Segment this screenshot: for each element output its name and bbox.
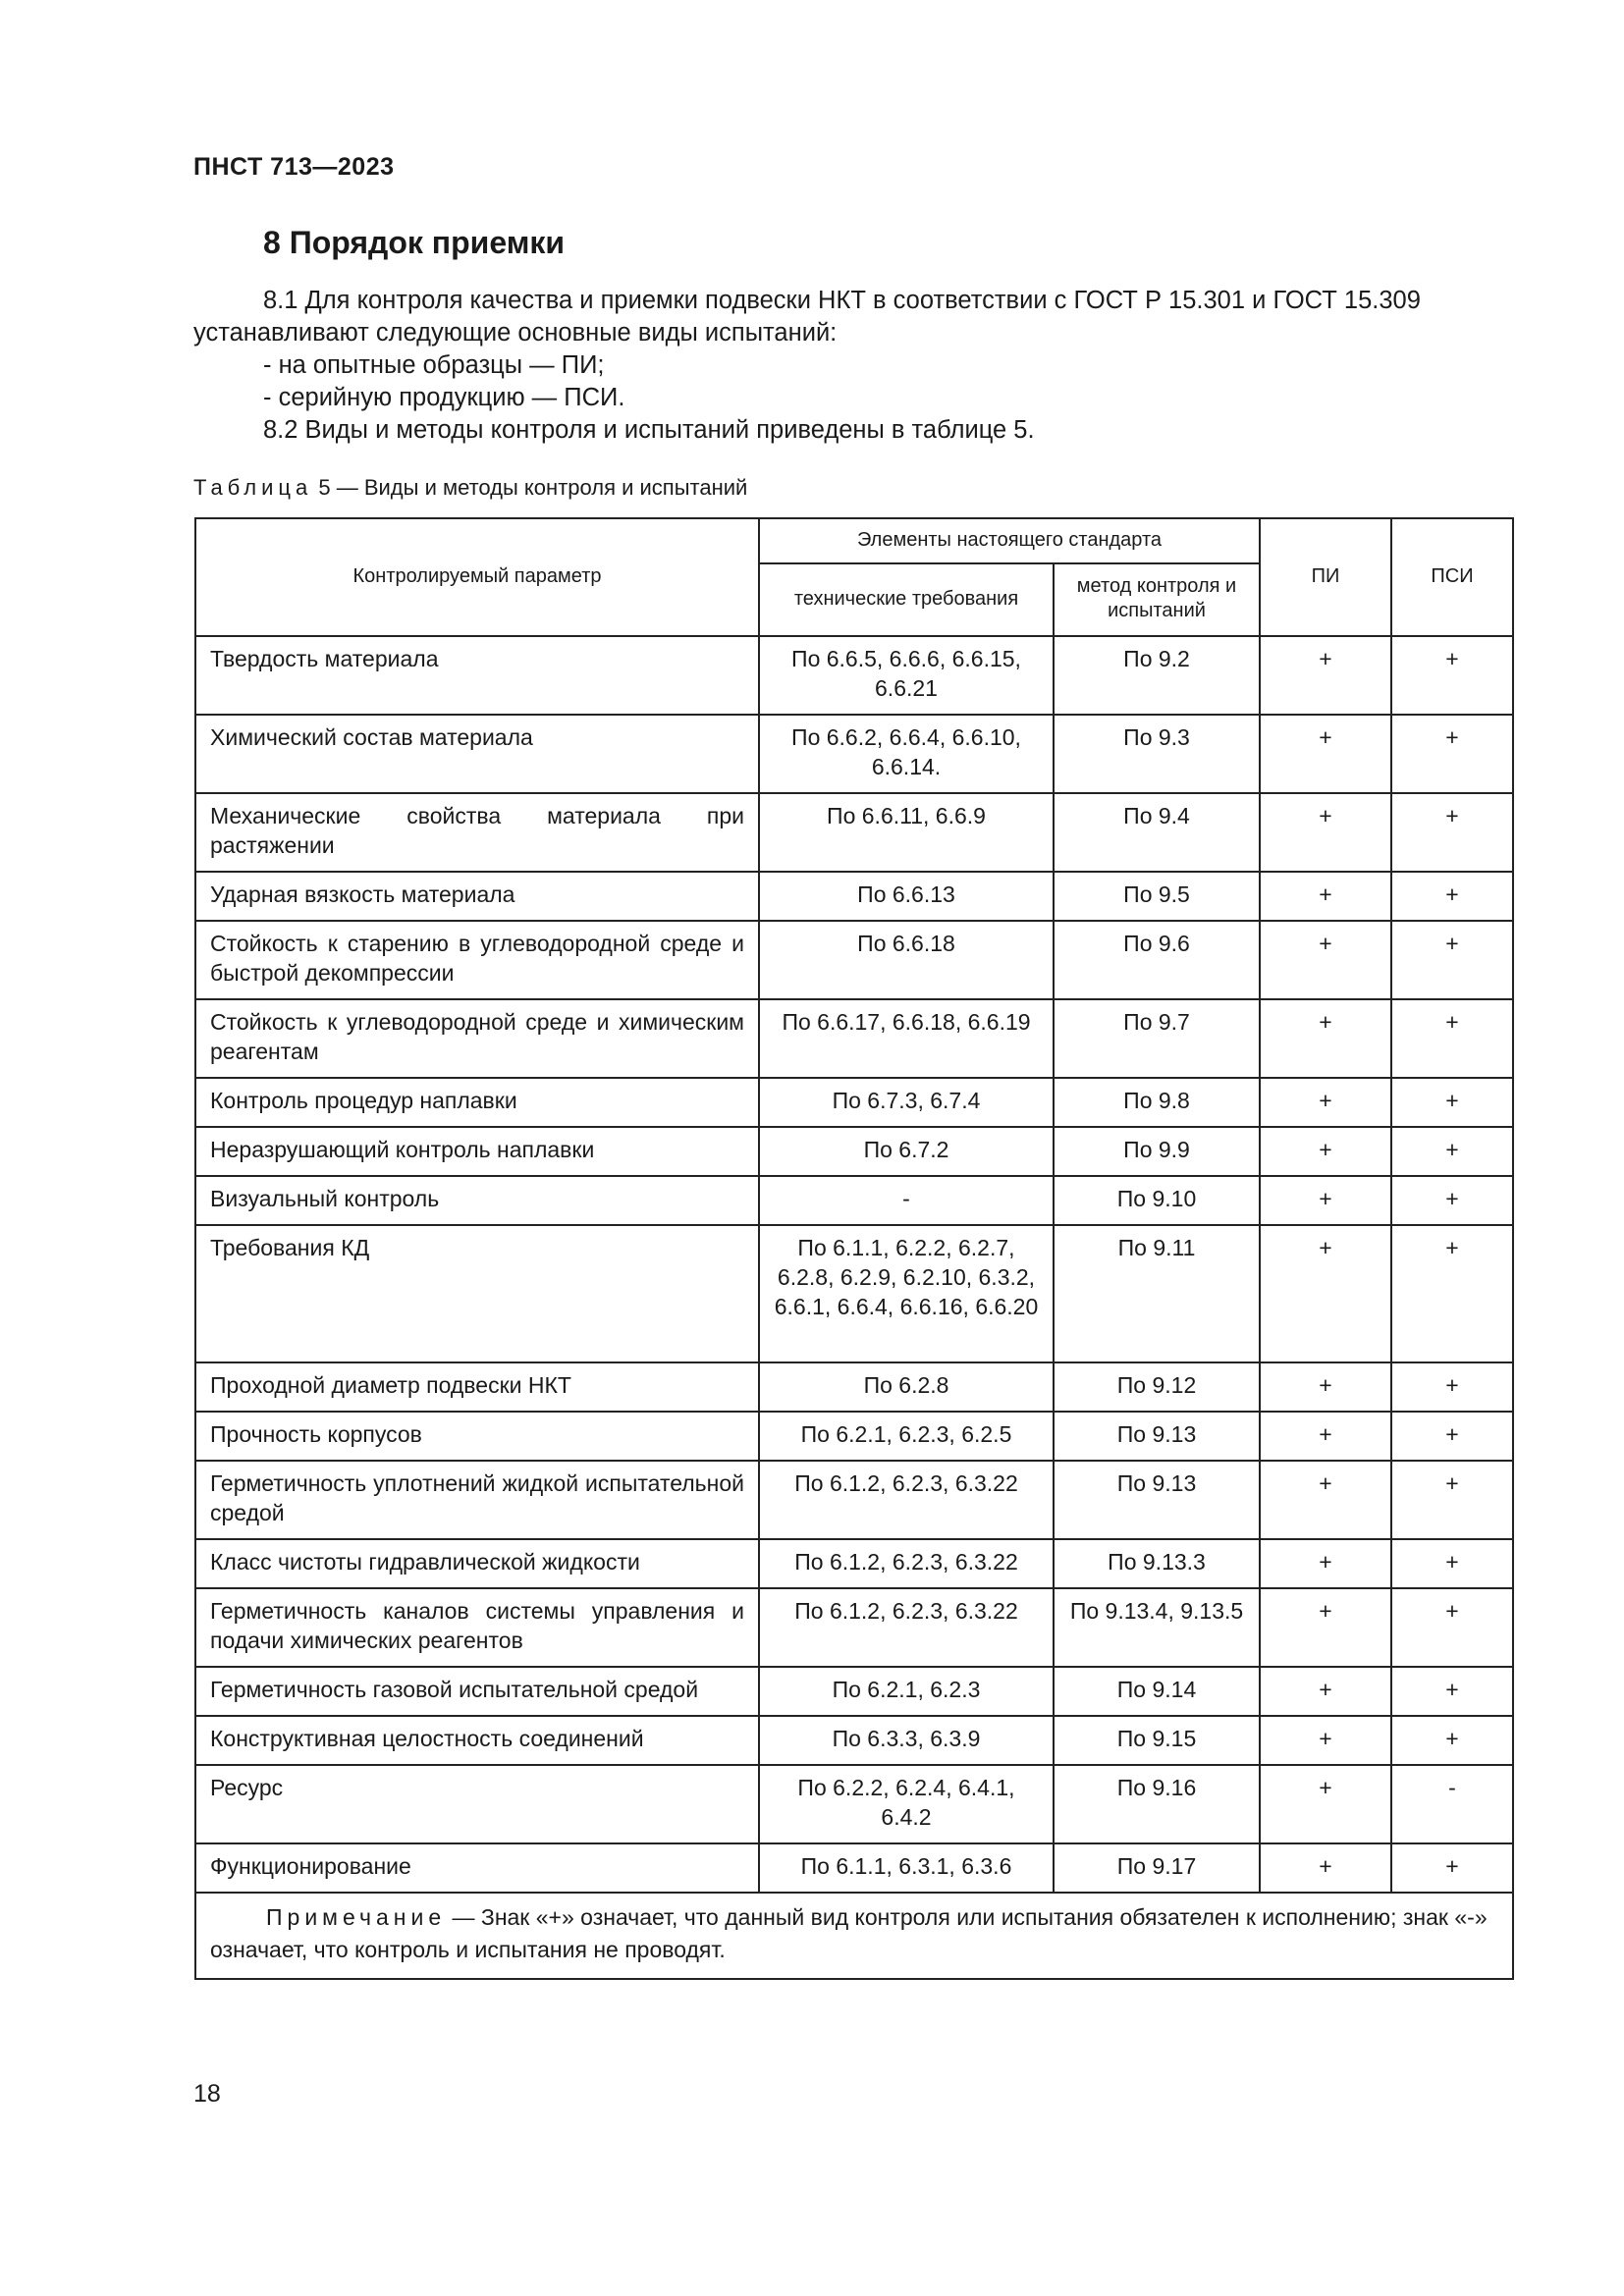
cell-tech-req: По 6.1.1, 6.3.1, 6.3.6 bbox=[759, 1843, 1054, 1893]
header-elements: Элементы настоящего стандарта bbox=[759, 518, 1260, 563]
cell-psi: + bbox=[1391, 1667, 1513, 1716]
cell-pi: + bbox=[1260, 921, 1391, 999]
table-row bbox=[195, 1843, 1513, 1893]
cell-tech-req: По 6.7.2 bbox=[759, 1127, 1054, 1176]
note-text: — Знак «+» означает, что данный вид контроля или испытания обязателен к исполнению; знак «-» означает, что контроль и испытания не проводят. bbox=[210, 1904, 1488, 1962]
cell-method: По 9.7 bbox=[1054, 999, 1260, 1078]
cell-pi: + bbox=[1260, 872, 1391, 921]
cell-psi: + bbox=[1391, 872, 1513, 921]
table-row bbox=[195, 636, 1513, 715]
cell-param: Герметичность каналов системы управления и подачи химических реагентов bbox=[195, 1588, 759, 1667]
list-item-prototypes: - на опытные образцы — ПИ; bbox=[263, 351, 605, 379]
table-caption bbox=[193, 475, 747, 501]
table-row bbox=[195, 793, 1513, 872]
cell-tech-req: По 6.1.1, 6.2.2, 6.2.7, 6.2.8, 6.2.9, 6.2.10, 6.3.2, 6.6.1, 6.6.4, 6.6.16, 6.6.20 bbox=[759, 1225, 1054, 1362]
cell-psi: + bbox=[1391, 1362, 1513, 1412]
table-row bbox=[195, 999, 1513, 1078]
cell-param: Контроль процедур наплавки bbox=[195, 1078, 759, 1127]
cell-psi: - bbox=[1391, 1765, 1513, 1843]
cell-tech-req: По 6.2.2, 6.2.4, 6.4.1, 6.4.2 bbox=[759, 1765, 1054, 1843]
tests-table bbox=[194, 517, 1514, 1980]
cell-pi: + bbox=[1260, 1667, 1391, 1716]
cell-tech-req: По 6.2.1, 6.2.3, 6.2.5 bbox=[759, 1412, 1054, 1461]
cell-psi: + bbox=[1391, 715, 1513, 793]
cell-tech-req: По 6.2.8 bbox=[759, 1362, 1054, 1412]
cell-param: Стойкость к старению в углеводородной среде и быстрой декомпрессии bbox=[195, 921, 759, 999]
table-row bbox=[195, 872, 1513, 921]
cell-param: Ресурс bbox=[195, 1765, 759, 1843]
table-row bbox=[195, 1176, 1513, 1225]
cell-method: По 9.12 bbox=[1054, 1362, 1260, 1412]
table-row bbox=[195, 1225, 1513, 1362]
cell-param: Герметичность газовой испытательной средой bbox=[195, 1667, 759, 1716]
cell-method: По 9.13.3 bbox=[1054, 1539, 1260, 1588]
cell-psi: + bbox=[1391, 1127, 1513, 1176]
cell-param: Механические свойства материала при растяжении bbox=[195, 793, 759, 872]
cell-method: По 9.14 bbox=[1054, 1667, 1260, 1716]
cell-method: По 9.4 bbox=[1054, 793, 1260, 872]
cell-pi: + bbox=[1260, 793, 1391, 872]
cell-param: Визуальный контроль bbox=[195, 1176, 759, 1225]
cell-method: По 9.15 bbox=[1054, 1716, 1260, 1765]
table-row bbox=[195, 1127, 1513, 1176]
cell-param: Ударная вязкость материала bbox=[195, 872, 759, 921]
cell-method: По 9.6 bbox=[1054, 921, 1260, 999]
cell-method: По 9.8 bbox=[1054, 1078, 1260, 1127]
cell-pi: + bbox=[1260, 636, 1391, 715]
cell-pi: + bbox=[1260, 1461, 1391, 1539]
cell-param: Класс чистоты гидравлической жидкости bbox=[195, 1539, 759, 1588]
table-row bbox=[195, 715, 1513, 793]
cell-method: По 9.13 bbox=[1054, 1461, 1260, 1539]
cell-tech-req: По 6.7.3, 6.7.4 bbox=[759, 1078, 1054, 1127]
table-note bbox=[195, 1893, 1513, 1979]
table-row bbox=[195, 1539, 1513, 1588]
cell-param: Герметичность уплотнений жидкой испытательной средой bbox=[195, 1461, 759, 1539]
cell-param: Химический состав материала bbox=[195, 715, 759, 793]
body-text bbox=[193, 285, 1529, 447]
cell-method: По 9.9 bbox=[1054, 1127, 1260, 1176]
table-row bbox=[195, 1078, 1513, 1127]
cell-tech-req: По 6.2.1, 6.2.3 bbox=[759, 1667, 1054, 1716]
cell-psi: + bbox=[1391, 1078, 1513, 1127]
cell-method: По 9.5 bbox=[1054, 872, 1260, 921]
cell-pi: + bbox=[1260, 1362, 1391, 1412]
cell-pi: + bbox=[1260, 1843, 1391, 1893]
cell-pi: + bbox=[1260, 1176, 1391, 1225]
cell-pi: + bbox=[1260, 1412, 1391, 1461]
table-row bbox=[195, 1412, 1513, 1461]
cell-tech-req: По 6.3.3, 6.3.9 bbox=[759, 1716, 1054, 1765]
table-row bbox=[195, 1362, 1513, 1412]
header-pi: ПИ bbox=[1260, 518, 1391, 636]
cell-method: По 9.13.4, 9.13.5 bbox=[1054, 1588, 1260, 1667]
section-title: 8 Порядок приемки bbox=[263, 225, 566, 260]
cell-param: Конструктивная целостность соединений bbox=[195, 1716, 759, 1765]
cell-tech-req: По 6.1.2, 6.2.3, 6.3.22 bbox=[759, 1461, 1054, 1539]
cell-param: Функционирование bbox=[195, 1843, 759, 1893]
cell-method: По 9.10 bbox=[1054, 1176, 1260, 1225]
cell-tech-req: По 6.6.11, 6.6.9 bbox=[759, 793, 1054, 872]
cell-tech-req: - bbox=[759, 1176, 1054, 1225]
table-body bbox=[195, 636, 1513, 1893]
table-row bbox=[195, 1461, 1513, 1539]
cell-param: Прочность корпусов bbox=[195, 1412, 759, 1461]
cell-psi: + bbox=[1391, 1843, 1513, 1893]
table-row bbox=[195, 1667, 1513, 1716]
list-item-serial: - серийную продукцию — ПСИ. bbox=[263, 384, 625, 411]
table-row bbox=[195, 1716, 1513, 1765]
cell-pi: + bbox=[1260, 1225, 1391, 1362]
table-row bbox=[195, 1765, 1513, 1843]
table-caption-label: Таблица bbox=[193, 475, 313, 500]
cell-pi: + bbox=[1260, 1716, 1391, 1765]
cell-param: Проходной диаметр подвески НКТ bbox=[195, 1362, 759, 1412]
cell-pi: + bbox=[1260, 1765, 1391, 1843]
cell-param: Требования КД bbox=[195, 1225, 759, 1362]
cell-method: По 9.11 bbox=[1054, 1225, 1260, 1362]
table-row bbox=[195, 921, 1513, 999]
paragraph-8-2: 8.2 Виды и методы контроля и испытаний приведены в таблице 5. bbox=[263, 416, 1035, 444]
cell-psi: + bbox=[1391, 999, 1513, 1078]
page-number: 18 bbox=[193, 2080, 221, 2108]
cell-method: По 9.2 bbox=[1054, 636, 1260, 715]
cell-psi: + bbox=[1391, 1461, 1513, 1539]
cell-tech-req: По 6.6.18 bbox=[759, 921, 1054, 999]
cell-psi: + bbox=[1391, 793, 1513, 872]
cell-method: По 9.13 bbox=[1054, 1412, 1260, 1461]
cell-pi: + bbox=[1260, 1078, 1391, 1127]
cell-psi: + bbox=[1391, 1412, 1513, 1461]
cell-tech-req: По 6.6.13 bbox=[759, 872, 1054, 921]
cell-tech-req: По 6.1.2, 6.2.3, 6.3.22 bbox=[759, 1539, 1054, 1588]
cell-pi: + bbox=[1260, 1588, 1391, 1667]
cell-method: По 9.17 bbox=[1054, 1843, 1260, 1893]
note-label: Примечание bbox=[266, 1904, 447, 1930]
cell-tech-req: По 6.6.17, 6.6.18, 6.6.19 bbox=[759, 999, 1054, 1078]
cell-pi: + bbox=[1260, 715, 1391, 793]
cell-psi: + bbox=[1391, 1588, 1513, 1667]
cell-tech-req: По 6.6.2, 6.6.4, 6.6.10, 6.6.14. bbox=[759, 715, 1054, 793]
header-psi: ПСИ bbox=[1391, 518, 1513, 636]
cell-pi: + bbox=[1260, 1539, 1391, 1588]
cell-psi: + bbox=[1391, 921, 1513, 999]
cell-tech-req: По 6.1.2, 6.2.3, 6.3.22 bbox=[759, 1588, 1054, 1667]
header-method: метод контроля и испытаний bbox=[1054, 563, 1260, 636]
header-param: Контролируемый параметр bbox=[195, 518, 759, 636]
header-tech-req: технические требования bbox=[759, 563, 1054, 636]
table-row bbox=[195, 1588, 1513, 1667]
cell-psi: + bbox=[1391, 1176, 1513, 1225]
cell-psi: + bbox=[1391, 1716, 1513, 1765]
cell-param: Твердость материала bbox=[195, 636, 759, 715]
cell-psi: + bbox=[1391, 1539, 1513, 1588]
document-code: ПНСТ 713—2023 bbox=[193, 153, 395, 181]
cell-pi: + bbox=[1260, 999, 1391, 1078]
cell-param: Неразрушающий контроль наплавки bbox=[195, 1127, 759, 1176]
cell-method: По 9.16 bbox=[1054, 1765, 1260, 1843]
cell-pi: + bbox=[1260, 1127, 1391, 1176]
cell-method: По 9.3 bbox=[1054, 715, 1260, 793]
cell-tech-req: По 6.6.5, 6.6.6, 6.6.15, 6.6.21 bbox=[759, 636, 1054, 715]
paragraph-8-1: 8.1 Для контроля качества и приемки подвески НКТ в соответствии с ГОСТ Р 15.301 и ГОСТ 15.309 устанавливают следующие основные виды испытаний: bbox=[193, 287, 1421, 347]
table-caption-text: 5 — Виды и методы контроля и испытаний bbox=[312, 475, 748, 500]
cell-psi: + bbox=[1391, 1225, 1513, 1362]
cell-param: Стойкость к углеводородной среде и химическим реагентам bbox=[195, 999, 759, 1078]
cell-psi: + bbox=[1391, 636, 1513, 715]
